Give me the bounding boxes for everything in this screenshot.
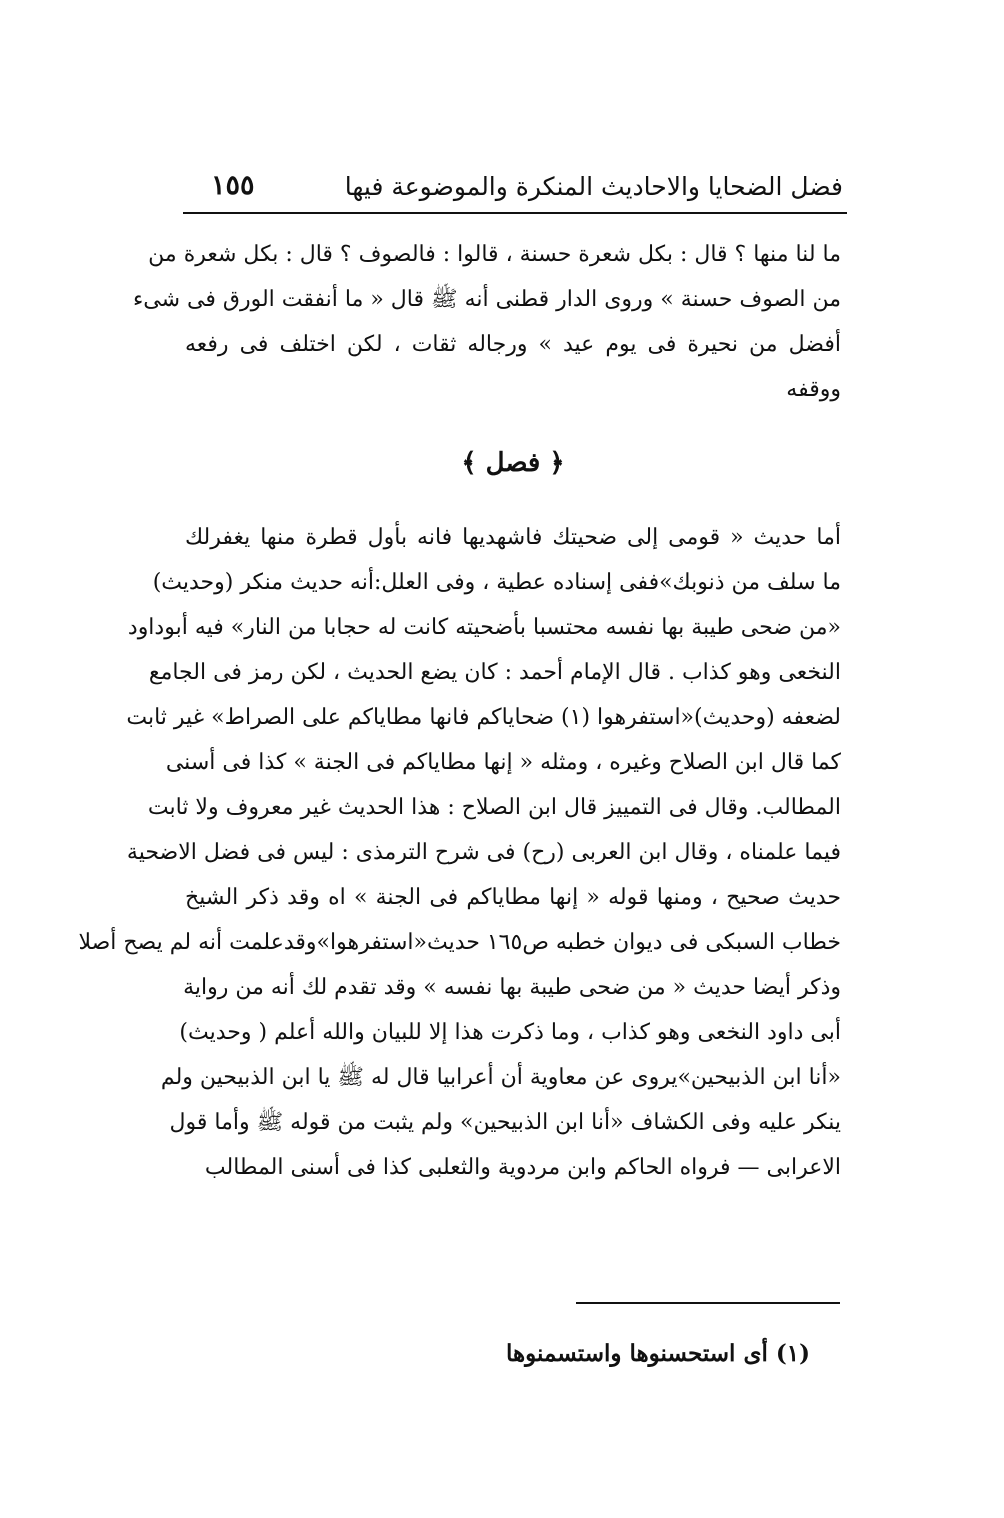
text-line: «من ضحى طيبة بها نفسه محتسبا بأضحيته كانت له حجابا من النار» فيه أبوداود <box>127 615 841 640</box>
page-number: ١٥٥ <box>211 170 255 201</box>
text-line: «أنا ابن الذبيحين»يروى عن معاوية أن أعرابيا قال له ﷺ يا ابن الذبيحين ولم <box>160 1065 841 1090</box>
text-line: خطاب السبكى فى ديوان خطبه ص١٦٥ حديث«استفرهوا»وقدعلمت أنه لم يصح أصلا <box>78 930 841 955</box>
header-title: فضل الضحايا والاحاديث المنكرة والموضوعة فيها <box>344 172 843 201</box>
header-divider <box>183 212 847 214</box>
text-line: حديث صحيح ، ومنها قوله « إنها مطاياكم فى الجنة » اه وقد ذكر الشيخ <box>185 885 841 910</box>
footnote: (١) أى استحسنوها واستسمنوها <box>506 1340 810 1367</box>
text-line: أبى داود النخعى وهو كذاب ، وما ذكرت هذا إلا للبيان والله أعلم ( وحديث) <box>179 1020 841 1045</box>
text-line: الاعرابى — فرواه الحاكم وابن مردوية والثعلبى كذا فى أسنى المطالب <box>204 1155 841 1180</box>
section-body <box>78 515 841 1190</box>
text-line: فيما علمناه ، وقال ابن العربى (رح) فى شرح الترمذى : ليس فى فضل الاضحية <box>126 840 841 865</box>
running-header <box>183 168 843 210</box>
text-line: لضعفه (وحديث)«استفرهوا (١) ضحاياكم فانها مطاياكم على الصراط» غير ثابت <box>126 705 841 730</box>
text-line: ووقفه <box>786 377 841 402</box>
text-line: كما قال ابن الصلاح وغيره ، ومثله « إنها مطاياكم فى الجنة » كذا فى أسنى <box>165 750 841 775</box>
paragraph-continuation <box>132 232 841 412</box>
text-line: من الصوف حسنة » وروى الدار قطنى أنه ﷺ قال « ما أنفقت الورق فى شىء <box>132 287 841 312</box>
text-line: النخعى وهو كذاب . قال الإمام أحمد : كان يضع الحديث ، لكن رمز فى الجامع <box>148 660 841 685</box>
text-line: ما سلف من ذنوبك»ففى إسناده عطية ، وفى العلل:أنه حديث منكر (وحديث) <box>152 570 841 595</box>
text-line: وذكر أيضا حديث « من ضحى طيبة بها نفسه » وقد تقدم لك أنه من رواية <box>183 975 841 1000</box>
footnote-divider <box>576 1302 840 1304</box>
text-line: المطالب. وقال فى التمييز قال ابن الصلاح : هذا الحديث غير معروف ولا ثابت <box>147 795 841 820</box>
text-line: أما حديث « قومى إلى ضحيتك فاشهديها فانه بأول قطرة منها يغفرلك <box>185 525 841 550</box>
text-line: أفضل من نحيرة فى يوم عيد » ورجاله ثقات ، لكن اختلف فى رفعه <box>185 332 841 357</box>
text-line: ما لنا منها ؟ قال : بكل شعرة حسنة ، قالوا : فالصوف ؟ قال : بكل شعرة من <box>148 242 841 267</box>
section-heading: ﴿ فصل ﴾ <box>461 448 565 478</box>
text-line: ينكر عليه وفى الكشاف «أنا ابن الذبيحين» ولم يثبت من قوله ﷺ وأما قول <box>169 1110 841 1135</box>
